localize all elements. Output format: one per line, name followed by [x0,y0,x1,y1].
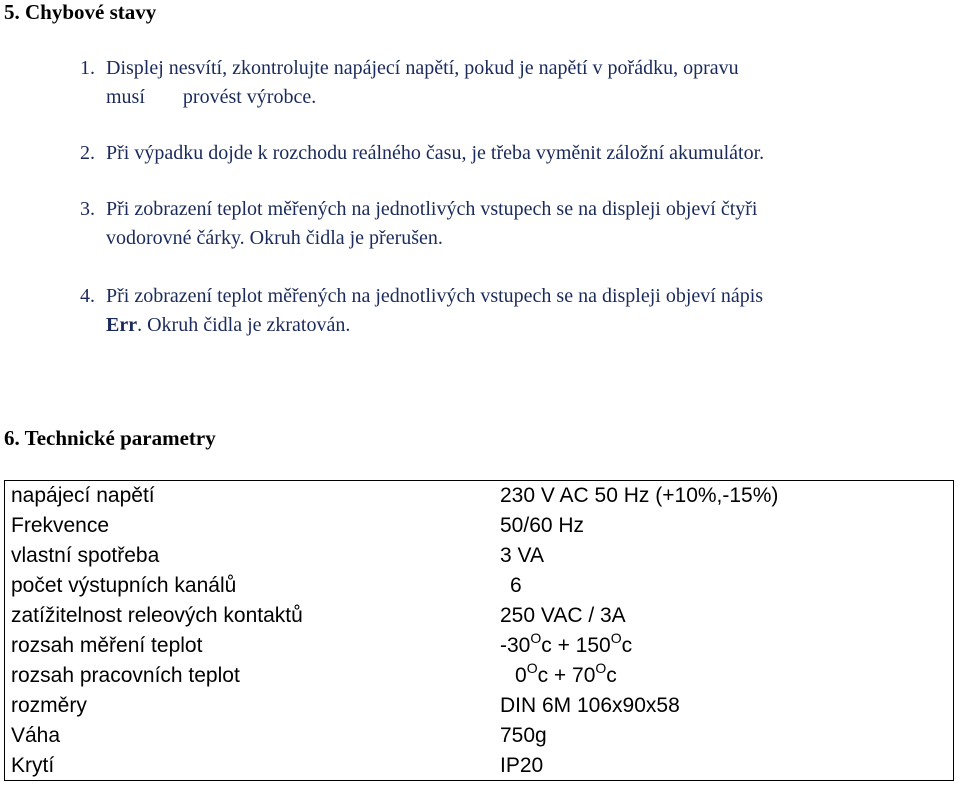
value-part: c + 150 [541,634,611,657]
item-number: 1. [80,57,95,79]
error-item-3 [80,195,757,253]
param-label: napájecí napětí [11,484,155,507]
item-text-part: . Okruh čidla je zkratován. [137,314,351,336]
param-value: DIN 6M 106x90x58 [500,694,680,717]
param-label: Krytí [11,754,55,777]
table-row [5,721,953,751]
param-value: 230 V AC 50 Hz (+10%,-15%) [500,484,779,507]
value-part: c + 70 [537,664,596,687]
param-value [515,661,617,691]
degree-sign: O [595,660,607,676]
value-part: c [621,634,633,657]
item-text-line2: vodorovné čárky. Okruh čidla je přerušen. [106,227,443,249]
item-number: 3. [80,198,95,220]
degree-sign: O [530,630,542,646]
error-item-2 [80,139,764,168]
param-value [500,631,632,661]
table-row [5,751,953,781]
param-label: počet výstupních kanálů [11,574,237,597]
item-text-part: provést výrobce. [182,86,317,108]
value-part: -30 [500,634,531,657]
error-item-1 [80,54,739,112]
table-row [5,631,953,661]
degree-sign: O [526,660,538,676]
table-row [5,661,953,691]
item-number: 2. [80,142,95,164]
param-label: rozměry [11,694,87,717]
degree-sign: O [610,630,622,646]
param-value: 250 VAC / 3A [500,604,626,627]
param-value: 750g [500,724,547,747]
param-label: rozsah pracovních teplot [11,664,240,687]
item-text-line2 [80,311,763,340]
item-text: Displej nesvítí, zkontrolujte napájecí napětí, pokud je napětí v pořádku, opravu [106,57,739,79]
param-label: Frekvence [11,514,110,537]
table-row [5,541,953,571]
item-text-line2 [80,83,739,112]
param-label: Váha [11,724,61,747]
table-row [5,511,953,541]
param-label: rozsah měření teplot [11,634,203,657]
table-row [5,571,953,601]
parameters-table [4,480,954,781]
item-text: Při zobrazení teplot měřených na jednotlivých vstupech se na displeji objeví nápis [106,285,764,307]
value-part: c [606,664,617,687]
table-row [5,601,953,631]
item-text-part: musí [106,86,145,108]
section-6-title: 6. Technické parametry [4,426,216,450]
table-row [5,481,953,511]
param-value: 6 [510,574,522,597]
value-part: 0 [515,664,527,687]
param-label: zatížitelnost releových kontaktů [11,604,303,627]
item-number: 4. [80,285,95,307]
error-code: Err [106,314,138,336]
param-value: 50/60 Hz [500,514,585,537]
error-item-4 [80,282,763,340]
param-label: vlastní spotřeba [11,544,160,567]
param-value: 3 VA [500,544,544,567]
item-text: Při zobrazení teplot měřených na jednotlivých vstupech se na displeji objeví čtyři [106,198,758,220]
table-row [5,691,953,721]
section-5-title: 5. Chybové stavy [4,0,157,24]
item-text: Při výpadku dojde k rozchodu reálného času, je třeba vyměnit záložní akumulátor. [106,142,765,164]
param-value: IP20 [500,754,544,777]
